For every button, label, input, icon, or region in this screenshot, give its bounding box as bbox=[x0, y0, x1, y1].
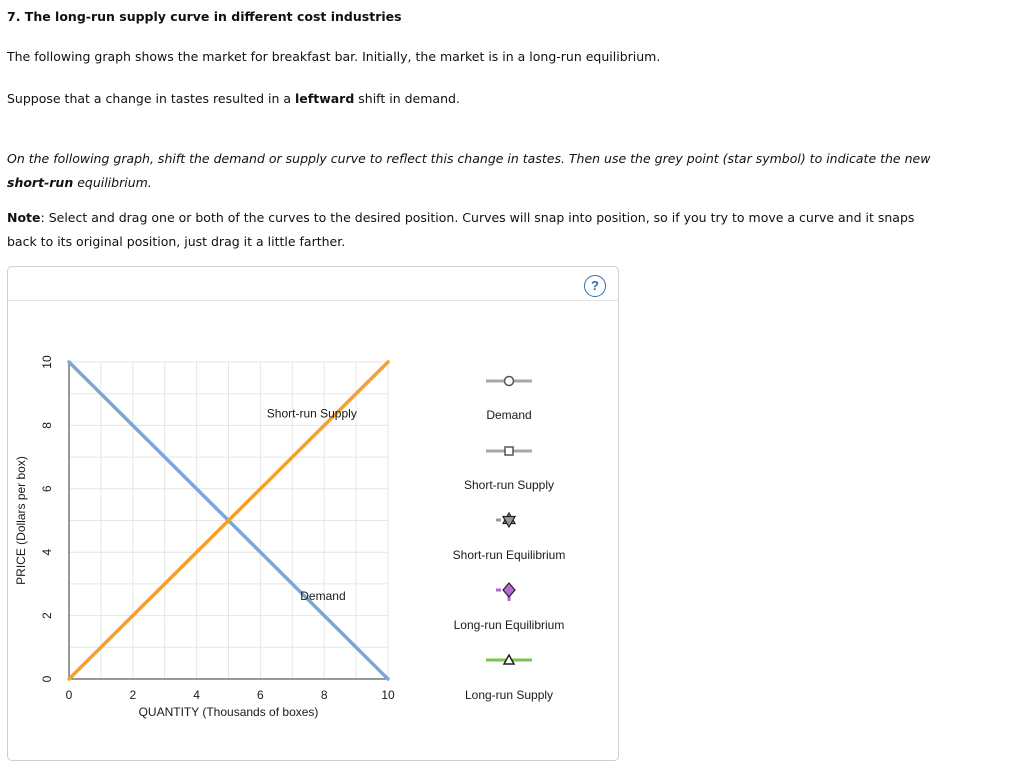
legend-demand-label: Demand bbox=[486, 408, 532, 422]
note-label: Note bbox=[7, 210, 41, 225]
x-tick-label: 8 bbox=[320, 688, 328, 702]
short-run-supply-curve-label: Short-run Supply bbox=[266, 406, 357, 421]
note-line-1: : Select and drag one or both of the curves to the desired position. Curves will snap into position, so if you try to move a curve and it snaps bbox=[40, 210, 915, 225]
y-tick-label: 0 bbox=[40, 675, 55, 683]
y-tick-label: 10 bbox=[40, 355, 55, 369]
scenario-text-end: shift in demand. bbox=[354, 91, 460, 106]
question-title: 7. The long-run supply curve in different cost industries bbox=[7, 9, 402, 24]
legend-short-run-supply-marker[interactable] bbox=[505, 447, 513, 455]
intro-text: The following graph shows the market for breakfast bar. Initially, the market is in a long-run equilibrium. bbox=[7, 49, 661, 64]
legend-short-run-equilibrium-star-icon[interactable] bbox=[503, 513, 515, 527]
y-tick-label: 8 bbox=[40, 422, 55, 429]
instruction-line-1: On the following graph, shift the demand or supply curve to reflect this change in tastes. Then use the grey point (star symbol) to indicate the new bbox=[7, 151, 931, 166]
x-tick-label: 2 bbox=[129, 688, 137, 702]
instruction-short-run: short-run bbox=[7, 175, 74, 190]
help-button[interactable]: ? bbox=[584, 275, 606, 297]
x-tick-label: 6 bbox=[257, 688, 264, 702]
y-tick-label: 2 bbox=[40, 612, 55, 619]
y-axis-title: PRICE (Dollars per box) bbox=[14, 456, 28, 585]
x-axis-title: QUANTITY (Thousands of boxes) bbox=[138, 705, 319, 719]
x-tick-label: 0 bbox=[65, 688, 73, 702]
legend-long-run-equilibrium-label: Long-run Equilibrium bbox=[453, 618, 565, 632]
note-line-2: back to its original position, just drag it a little farther. bbox=[7, 234, 346, 249]
legend-long-run-supply-label: Long-run Supply bbox=[464, 688, 554, 702]
legend bbox=[453, 377, 566, 703]
scenario-text-start: Suppose that a change in tastes resulted in a bbox=[7, 91, 296, 106]
y-tick-label: 4 bbox=[40, 548, 55, 556]
legend-demand-marker[interactable] bbox=[505, 377, 514, 386]
instruction-line-2-end: equilibrium. bbox=[73, 175, 152, 190]
x-tick-label: 10 bbox=[381, 688, 395, 702]
x-tick-label: 4 bbox=[193, 688, 200, 702]
demand-curve-label: Demand bbox=[300, 588, 346, 603]
y-tick-label: 6 bbox=[40, 485, 55, 493]
legend-short-run-equilibrium-label: Short-run Equilibrium bbox=[452, 548, 566, 562]
legend-long-run-equilibrium-diamond-icon[interactable] bbox=[503, 583, 515, 597]
scenario-shift-direction: leftward bbox=[295, 91, 355, 106]
legend-short-run-supply-label: Short-run Supply bbox=[463, 478, 555, 492]
